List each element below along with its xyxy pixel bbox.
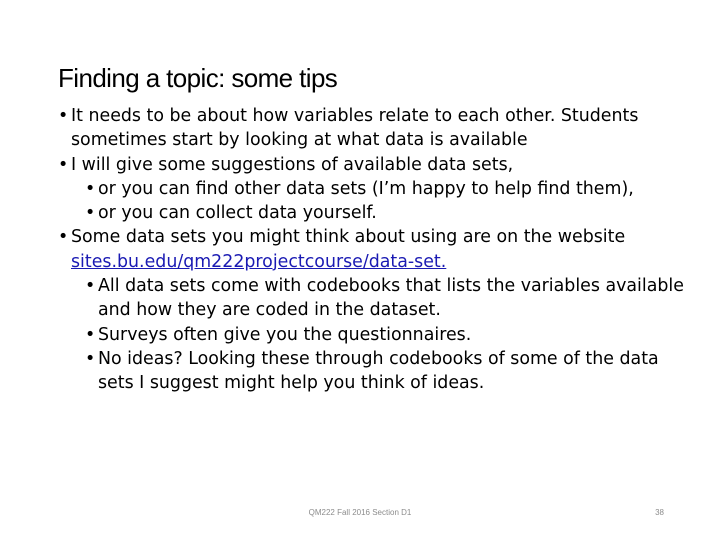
- bullet-item: [58, 104, 698, 153]
- bullet-text: Some data sets you might think about using are on the website: [71, 227, 626, 248]
- bullet-list: [58, 104, 698, 396]
- bullet-marker: •: [85, 348, 96, 369]
- bullet-marker: •: [85, 324, 96, 345]
- bullet-item: [58, 153, 698, 177]
- bullet-text: It needs to be about how variables relate to each other. Students sometimes start by looking at what data is available: [71, 106, 639, 151]
- bullet-marker: •: [58, 154, 69, 175]
- sub-bullet-item: [58, 201, 698, 225]
- bullet-marker: •: [58, 227, 69, 248]
- bullet-text: No ideas? Looking these through codebooks of some of the data sets I suggest might help you think of ideas.: [98, 348, 659, 394]
- bullet-text: Surveys often give you the questionnaires.: [98, 324, 472, 345]
- sub-bullet-item: [58, 323, 698, 347]
- sub-bullet-item: [58, 347, 698, 396]
- slide-title: Finding a topic: some tips: [58, 63, 338, 93]
- bullet-text: I will give some suggestions of available data sets,: [71, 154, 514, 175]
- bullet-marker: •: [85, 276, 96, 297]
- sub-bullet-item: [58, 274, 698, 323]
- bullet-item: [58, 225, 698, 274]
- bullet-text: All data sets come with codebooks that lists the variables available and how they are coded in the dataset.: [98, 276, 684, 321]
- bullet-marker: •: [58, 106, 69, 126]
- sub-bullet-item: [58, 177, 698, 201]
- bullet-text: or you can find other data sets (I’m happy to help find them),: [98, 178, 634, 199]
- data-sets-link[interactable]: sites.bu.edu/qm222projectcourse/data-set.: [71, 251, 447, 272]
- bullet-marker: •: [85, 203, 96, 224]
- bullet-marker: •: [85, 178, 96, 199]
- footer-course-label: QM222 Fall 2016 Section D1: [308, 508, 412, 517]
- slide-number: 38: [655, 508, 664, 517]
- bullet-text: or you can collect data yourself.: [98, 203, 377, 224]
